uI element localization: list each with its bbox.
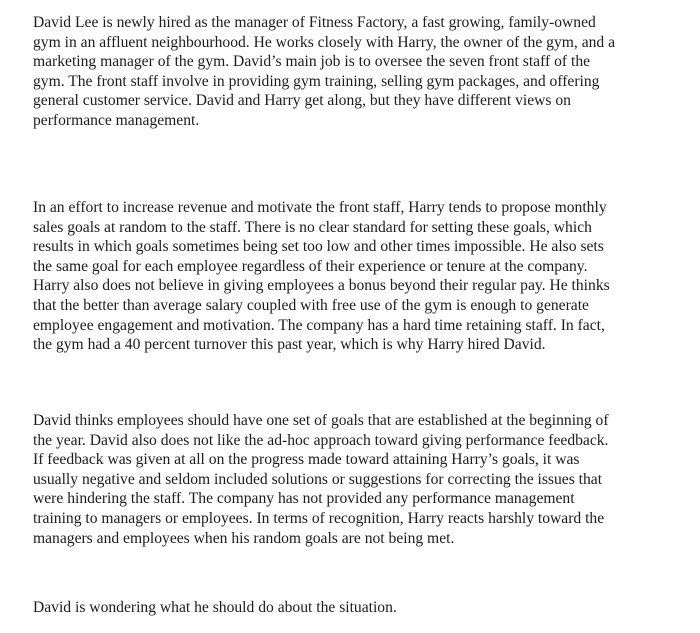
paragraph-introduction [33,13,615,131]
paragraph-harry-approach [33,198,610,355]
text-line: general customer service. David and Harry get along, but they have different views on [33,92,571,110]
text-line: the gym had a 40 percent turnover this past year, which is why Harry hired David. [33,336,546,354]
text-line: training to managers or employees. In terms of recognition, Harry reacts harshly toward the [33,509,605,527]
text-line: that the better than average salary coupled with free use of the gym is enough to generate [33,296,589,314]
text-line: gym. The front staff involve in providing gym training, selling gym packages, and offering [33,72,600,90]
text-line: were hindering the staff. The company has not provided any performance management [33,490,575,508]
text-line: David thinks employees should have one set of goals that are established at the beginning of [33,412,609,429]
text-line: marketing manager of the gym. David’s main job is to oversee the seven front staff of the [33,53,591,71]
text-line: David is wondering what he should do about the situation. [33,599,397,616]
text-line: gym in an affluent neighbourhood. He works closely with Harry, the owner of the gym, and a [33,33,616,51]
text-line: usually negative and seldom included solutions or suggestions for correcting the issues that [33,470,603,488]
text-line: In an effort to increase revenue and motivate the front staff, Harry tends to propose monthly [33,199,607,216]
text-line: performance management. [33,111,200,129]
paragraph-david-views [33,411,609,548]
text-line: David Lee is newly hired as the manager of Fitness Factory, a fast growing, family-owned [33,14,596,31]
text-line: the year. David also does not like the ad-hoc approach toward giving performance feedback. [33,431,609,449]
paragraph-conclusion [33,598,397,618]
text-line: sales goals at random to the staff. There is no clear standard for setting these goals, which [33,218,592,236]
text-line: employee engagement and motivation. The company has a hard time retaining staff. In fact, [33,316,605,334]
text-line: Harry also does not believe in giving employees a bonus beyond their regular pay. He thinks [33,277,610,295]
text-line: managers and employees when his random goals are not being met. [33,529,455,547]
text-line: the same goal for each employee regardless of their experience or tenure at the company. [33,257,588,275]
text-line: If feedback was given at all on the progress made toward attaining Harry’s goals, it was [33,451,580,469]
text-line: results in which goals sometimes being set too low and other times impossible. He also sets [33,238,604,256]
